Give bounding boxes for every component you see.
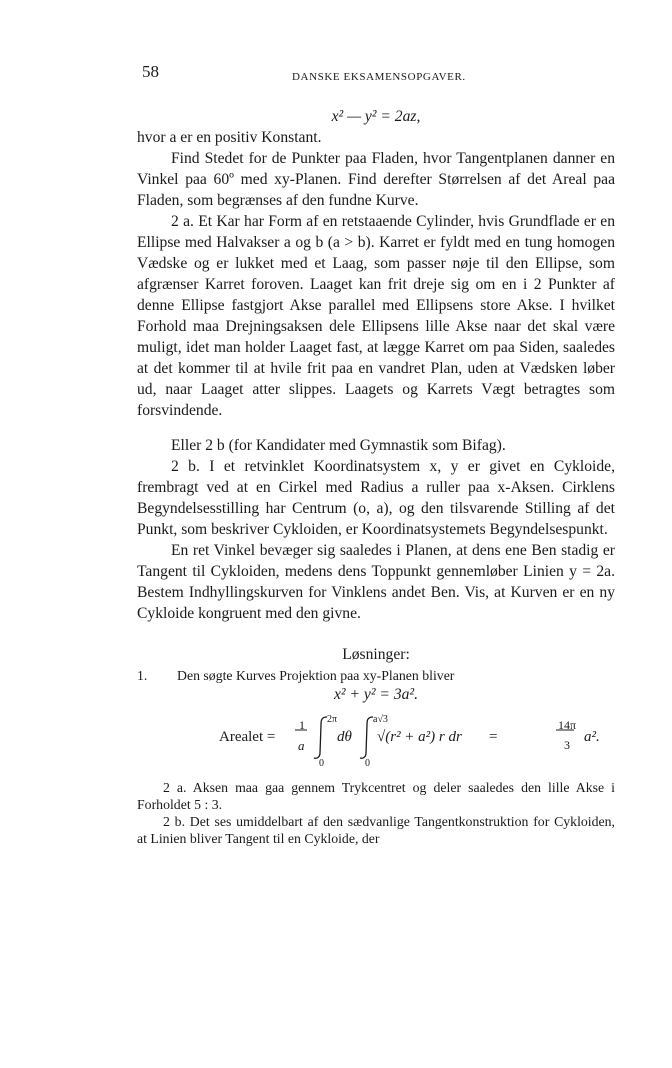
solution-1: [137, 667, 615, 684]
problem-2b-text: 2 b. I et retvinklet Koordinatsystem x, y er givet en Cykloide, frembragt ved at en Cirkel med Radius a ruller paa x-Aksen. Cirklens Begyndelsesstilling har Centrum (o, a), og den tilsvarende Stilling af det Punkt, som beskriver Cykloiden, er Koordinatsystemets Begyndelsespunkt.: [137, 458, 615, 538]
solutions-heading: Løsninger:: [342, 646, 410, 663]
int1-lower: 0: [319, 758, 324, 769]
integral-equals: =: [489, 729, 498, 745]
integral-label: Arealet =: [219, 729, 276, 745]
solution-1-equation: x² + y² = 3a².: [334, 686, 418, 703]
spacer: [137, 767, 615, 779]
constant-line: hvor a er en positiv Konstant.: [137, 129, 322, 146]
int1-upper: 2π: [327, 714, 338, 725]
solution-1-text: Den søgte Kurves Projektion paa xy-Planen bliver: [177, 668, 455, 683]
top-equation: x² — y² = 2az,: [331, 108, 421, 125]
int2-lower: 0: [365, 758, 370, 769]
problem-2b-text-2: En ret Vinkel bevæger sig saaledes i Planen, at dens ene Ben stadig er Tangent til Cykloiden, medens dens Toppunkt gennemløber Linien y = 2a. Bestem Indhyllingskurven for Vinklens andet Ben. Vis, at Kurven er en ny Cykloide kongruent med den givne.: [137, 542, 615, 622]
page-number: 58: [142, 62, 159, 81]
fraction-denominator: a: [298, 738, 305, 753]
dtheta: dθ: [337, 729, 352, 745]
page-body: [137, 106, 615, 847]
solution-2b: 2 b. Det ses umiddelbart af den sædvanlige Tangentkonstruktion for Cykloiden, at Linien bliver Tangent til en Cykloide, der: [137, 814, 615, 846]
solution-1-number: 1.: [137, 668, 148, 683]
result-tail: a².: [584, 729, 600, 745]
running-title: DANSKE EKSAMENSOPGAVER.: [292, 71, 466, 83]
problem-2a-text: 2 a. Et Kar har Form af en retstaaende Cylinder, hvis Grundflade er en Ellipse med Halvakser a og b (a > b). Karret er fyldt med en tung homogen Vædske og er lukket med et Laag, som passer nøje til den Ellipse, som afgrænser Karret foroven. Laaget kan frit dreje sig om en i 2 Punkter af denne Ellipse fastgjort Akse parallel med Ellipsens store Akse. I hvilket Forhold maa Drejningsaksen dele Ellipsens lille Akse naar det skal være muligt, idet man holder Laaget fast, at lægge Karret om paa Siden, saaledes at det kommer til at hvile frit paa en vandret Plan, uden at Vædsken løber ud, naar Laaget atter slippes. Laagets og Karrets Vægt betragtes som forsvindende.: [137, 213, 615, 419]
page-header: [142, 62, 612, 86]
spacer: [137, 421, 615, 435]
problem-2b-intro: Eller 2 b (for Kandidater med Gymnastik som Bifag).: [171, 437, 506, 454]
integrand: √(r² + a²) r dr: [377, 729, 462, 745]
problem-1-text: Find Stedet for de Punkter paa Fladen, hvor Tangentplanen danner en Vinkel paa 60º med xy-Planen. Find derefter Størrelsen af det Areal paa Fladen, som begrænses af den fundne Kurve.: [137, 150, 615, 209]
result-numerator: 14π: [558, 718, 577, 732]
solution-2a: 2 a. Aksen maa gaa gennem Trykcentret og deler saaledes den lille Akse i Forholdet 5 : 3.: [137, 780, 615, 812]
fraction-numerator: 1: [299, 718, 305, 732]
result-denominator: 3: [564, 738, 570, 752]
area-integral: [137, 709, 615, 767]
int2-upper: a√3: [373, 714, 388, 725]
